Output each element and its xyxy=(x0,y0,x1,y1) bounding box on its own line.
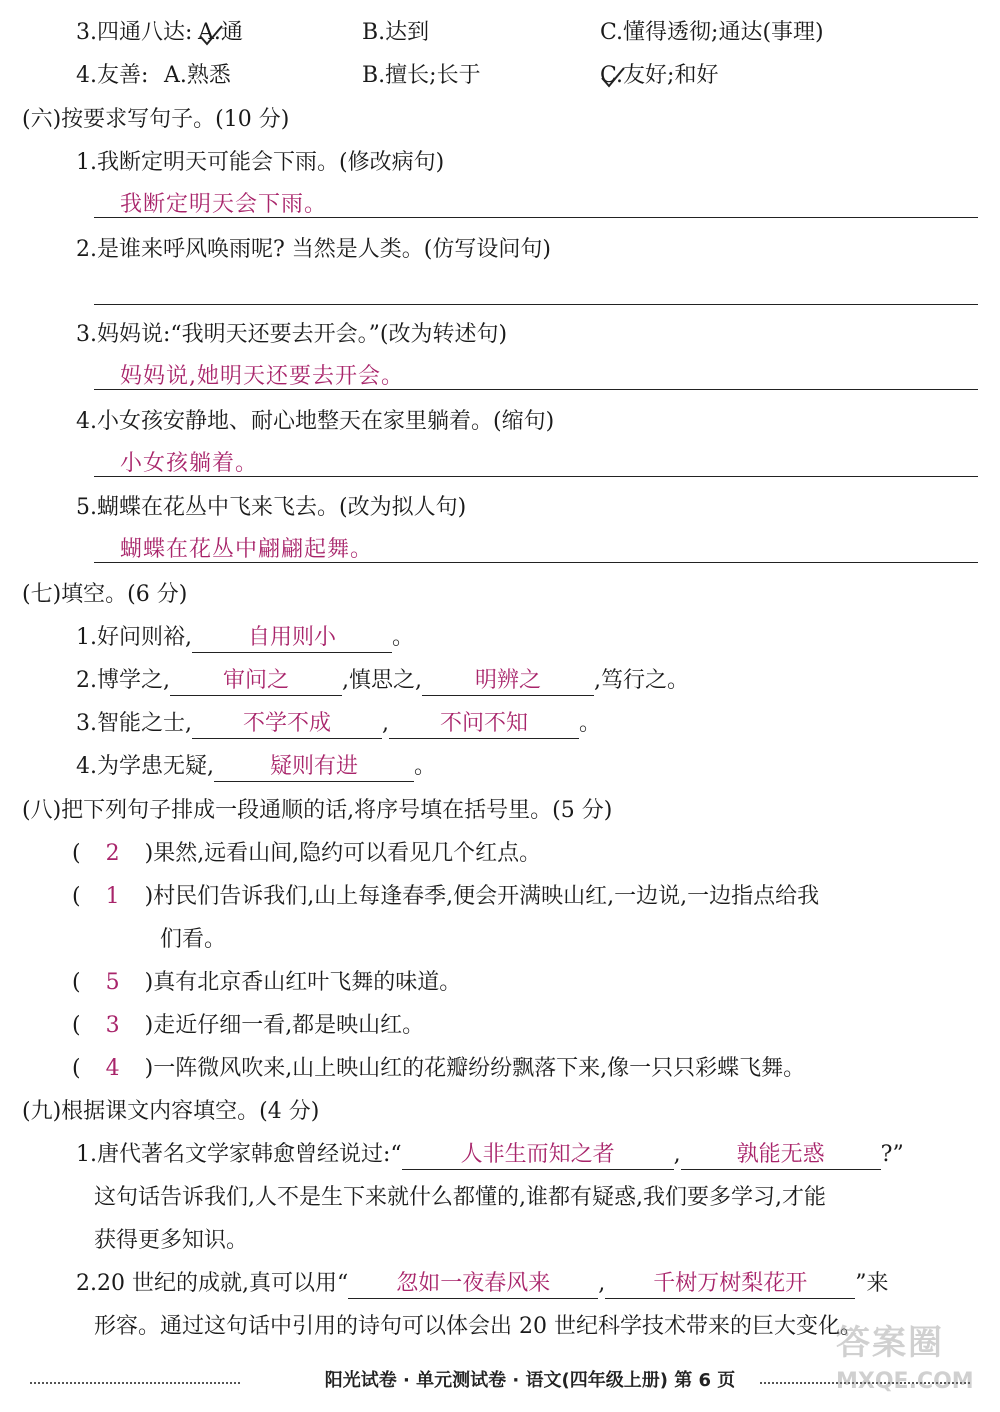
sec9-q1-line-2: 这句话告诉我们,人不是生下来就什么都懂的,谁都有疑惑,我们要多学习,才能 xyxy=(94,1185,826,1210)
sec6-answer-5: 蝴蝶在花丛中翩翩起舞。 xyxy=(120,537,374,562)
sec6-answer-4: 小女孩躺着。 xyxy=(120,451,259,476)
sec6-question-4: 4.小女孩安静地、耐心地整天在家里躺着。(缩句) xyxy=(76,409,555,434)
section-9-title: (九)根据课文内容填空。(4 分) xyxy=(22,1099,320,1124)
q5-3-label: 3.四通八达: xyxy=(76,20,193,45)
footer-text: 阳光试卷 · 单元测试卷 · 语文(四年级上册) 第 6 页 xyxy=(324,1370,736,1391)
watermark-logo xyxy=(836,1318,976,1408)
sec7-line-4: 4.为学患无疑, 疑则有进 。 xyxy=(76,752,436,782)
sec6-answer-3: 妈妈说,她明天还要去开会。 xyxy=(120,364,404,389)
fill-blank: 不学不成 xyxy=(192,710,382,739)
fill-blank: 孰能无惑 xyxy=(681,1141,881,1170)
sec6-question-5: 5.蝴蝶在花丛中飞来飞去。(改为拟人句) xyxy=(76,495,467,520)
sec8-item-continued: 们看。 xyxy=(160,927,227,952)
section-8-title: (八)把下列句子排成一段通顺的话,将序号填在括号里。(5 分) xyxy=(22,798,613,823)
fill-blank: 不问不知 xyxy=(389,710,579,739)
q5-4-label: 4.友善: xyxy=(76,63,149,88)
sec7-line-1: 1.好问则裕, 自用则小 。 xyxy=(76,623,414,653)
fill-blank: 审问之 xyxy=(170,667,342,696)
q5-3-option-b: B.达到 xyxy=(362,20,430,45)
q5-4-option-a: A.熟悉 xyxy=(164,63,231,88)
sec8-item: ( 1 )村民们告诉我们,山上每逢春季,便会开满映山红,一边说,一边指点给我 xyxy=(72,884,820,909)
sec7-line-2: 2.博学之, 审问之 ,慎思之, 明辨之 ,笃行之。 xyxy=(76,666,689,696)
sec6-answer-1: 我断定明天会下雨。 xyxy=(120,192,328,217)
sec9-q2-line-2: 形容。通过这句话中引用的诗句可以体会出 20 世纪科学技术带来的巨大变化。 xyxy=(94,1314,862,1339)
sec6-question-3: 3.妈妈说:“我明天还要去开会。”(改为转述句) xyxy=(76,322,508,347)
fill-blank: 人非生而知之者 xyxy=(402,1141,674,1170)
sec8-item: ( 3 )走近仔细一看,都是映山红。 xyxy=(72,1013,425,1038)
sec8-item: ( 4 )一阵微风吹来,山上映山红的花瓣纷纷飘落下来,像一只只彩蝶飞舞。 xyxy=(72,1056,806,1081)
watermark-text: 答案圈 xyxy=(836,1323,944,1363)
fill-blank: 自用则小 xyxy=(192,624,392,653)
check-mark-icon xyxy=(198,24,224,48)
sec9-question-2: 2.20 世纪的成就,真可以用“ 忽如一夜春风来 , 千树万树梨花开 ”来 xyxy=(76,1269,888,1299)
section-7-title: (七)填空。(6 分) xyxy=(22,582,188,607)
sec9-q1-line-3: 获得更多知识。 xyxy=(94,1228,249,1253)
fill-blank: 千树万树梨花开 xyxy=(605,1270,855,1299)
sec6-question-1: 1.我断定明天可能会下雨。(修改病句) xyxy=(76,150,445,175)
sec9-question-1: 1.唐代著名文学家韩愈曾经说过:“ 人非生而知之者 , 孰能无惑 ?” xyxy=(76,1140,904,1170)
check-mark-icon xyxy=(600,66,626,90)
fill-blank: 疑则有进 xyxy=(214,753,414,782)
fill-blank: 明辨之 xyxy=(422,667,594,696)
sec6-question-2: 2.是谁来呼风唤雨呢? 当然是人类。(仿写设问句) xyxy=(76,237,551,262)
answer-line xyxy=(94,274,978,305)
q5-3-option-c: C.懂得透彻;通达(事理) xyxy=(600,20,824,45)
sec8-item: ( 5 )真有北京香山红叶飞舞的味道。 xyxy=(72,970,462,995)
sec8-item: ( 2 )果然,远看山间,隐约可以看见几个红点。 xyxy=(72,841,542,866)
section-6-title: (六)按要求写句子。(10 分) xyxy=(22,107,290,132)
q5-4-option-c: C.友好;和好 xyxy=(600,63,719,88)
page-footer xyxy=(30,1366,970,1396)
sec7-line-3: 3.智能之士, 不学不成 , 不问不知 。 xyxy=(76,709,601,739)
q5-3-option-a: A.通 xyxy=(198,20,243,45)
watermark-url: MXQE.COM xyxy=(836,1369,974,1394)
q5-4-option-b: B.擅长;长于 xyxy=(362,63,481,88)
fill-blank: 忽如一夜春风来 xyxy=(348,1270,598,1299)
footer-divider xyxy=(30,1382,240,1384)
